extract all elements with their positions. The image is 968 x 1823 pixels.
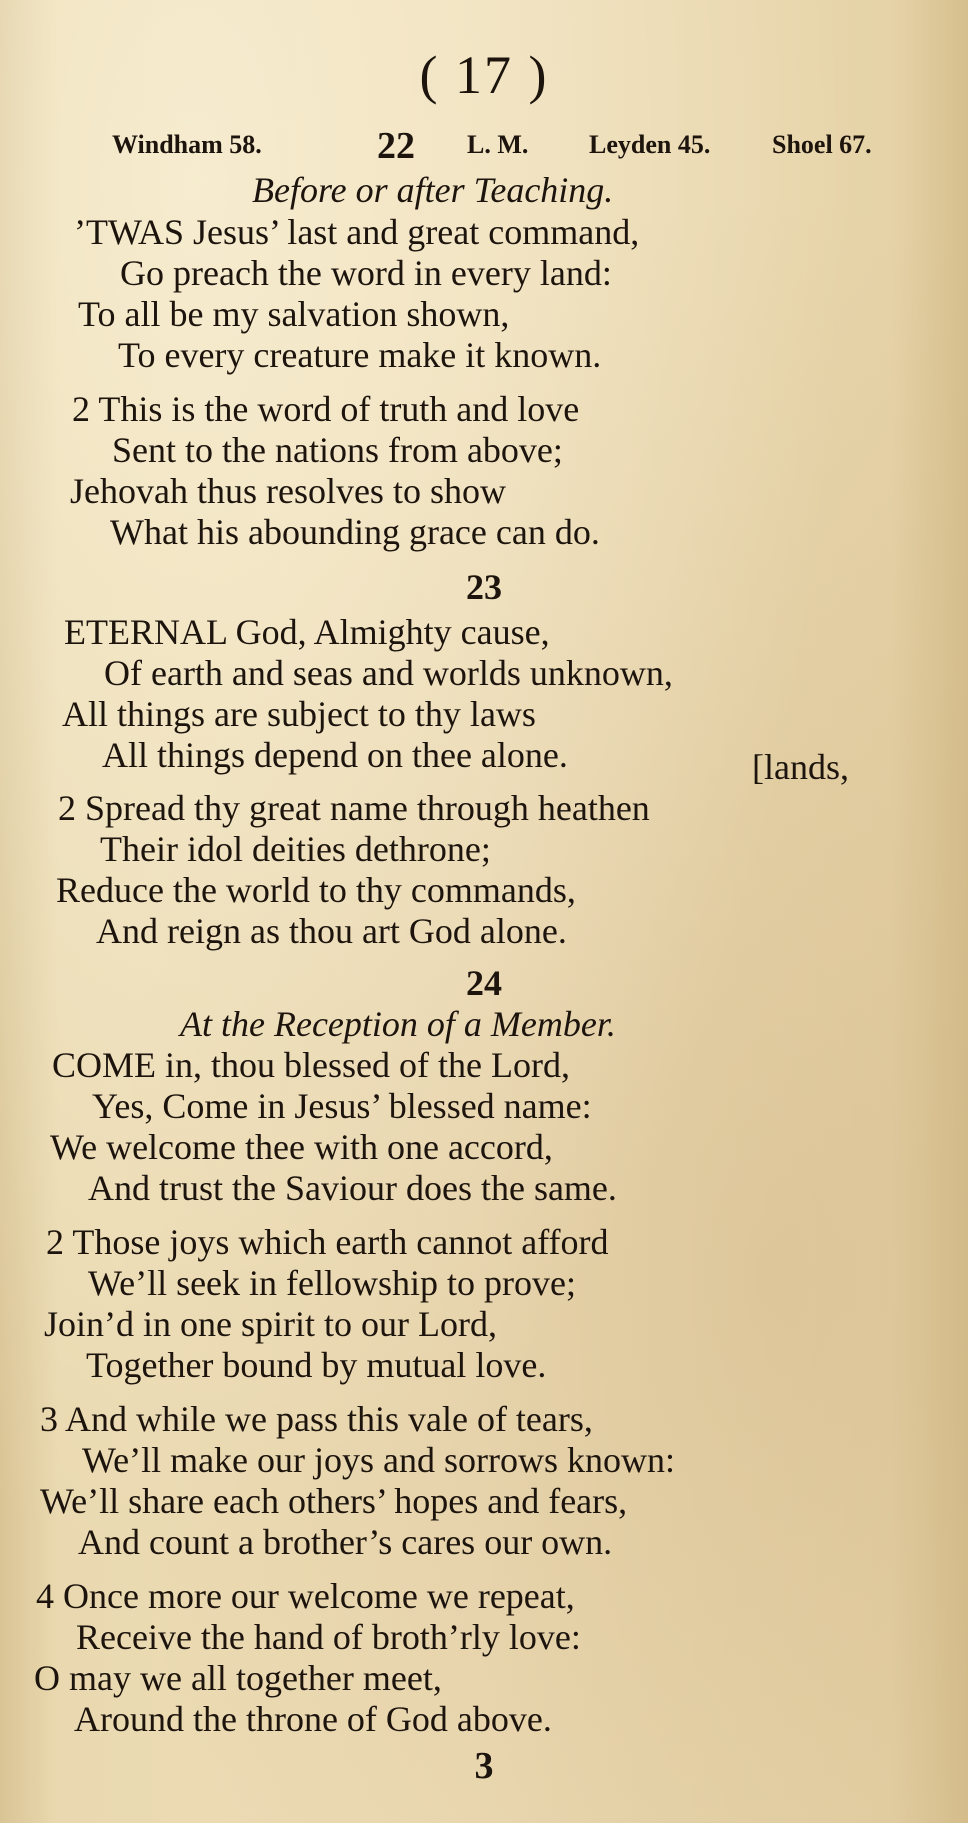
hymn-number-23: 23 [466, 567, 502, 607]
tune-header [112, 124, 902, 167]
hymn-23-verse-1-line-2: Of earth and seas and worlds unknown, [104, 653, 673, 693]
hymn-22-verse-1-line-2: Go preach the word in every land: [120, 253, 612, 293]
hymn-23-verse-1-line-4: All things depend on thee alone. [102, 735, 568, 775]
hymn-22-verse-2-line-2: Sent to the nations from above; [112, 430, 563, 470]
hymn-24-verse-4-line-3: O may we all together meet, [34, 1658, 442, 1698]
hymn-24-verse-4-line-1: 4 Once more our welcome we repeat, [36, 1576, 575, 1616]
hymn-23-verse-2-line-4: And reign as thou art God alone. [96, 911, 567, 951]
hymn-24-verse-4-line-4: Around the throne of God above. [74, 1699, 552, 1739]
hymn-24-title: At the Reception of a Member. [180, 1004, 616, 1044]
hymn-24-verse-2-line-3: Join’d in one spirit to our Lord, [44, 1304, 497, 1344]
meter-label: L. M. [467, 130, 529, 159]
hymn-24-verse-1-line-3: We welcome thee with one accord, [50, 1127, 553, 1167]
hymn-number-22: 22 [377, 125, 415, 167]
hymn-24-verse-3-line-1: 3 And while we pass this vale of tears, [40, 1399, 593, 1439]
hymn-number-24: 24 [466, 963, 502, 1003]
hymn-24-verse-3-line-2: We’ll make our joys and sorrows known: [82, 1440, 675, 1480]
signature-mark: 3 [474, 1745, 494, 1787]
hymn-23-verse-1-line-1: ETERNAL God, Almighty cause, [64, 612, 550, 652]
hymn-22-verse-1-line-4: To every creature make it known. [118, 335, 602, 375]
hymn-22-verse-2-line-3: Jehovah thus resolves to show [70, 471, 506, 511]
tune-windham: Windham 58. [112, 130, 262, 159]
hymn-24-verse-1-line-1: COME in, thou blessed of the Lord, [52, 1045, 570, 1085]
hymn-22-verse-2-line-4: What his abounding grace can do. [110, 512, 600, 552]
tune-leyden: Leyden 45. [589, 130, 711, 159]
hymn-22-title: Before or after Teaching. [252, 170, 614, 210]
hymn-23-verse-2-line-1: 2 Spread thy great name through heathen [58, 788, 650, 828]
hymn-24-verse-3-line-3: We’ll share each others’ hopes and fears, [40, 1481, 628, 1521]
hymn-24-verse-2-line-2: We’ll seek in fellowship to prove; [88, 1263, 576, 1303]
hymn-24-verse-3-line-4: And count a brother’s cares our own. [78, 1522, 613, 1562]
hymn-24-verse-1-line-4: And trust the Saviour does the same. [88, 1168, 617, 1208]
hymn-23-overflow-word: [lands, [752, 747, 849, 787]
tune-shoel: Shoel 67. [772, 130, 872, 159]
page-number: ( 17 ) [419, 45, 549, 105]
hymn-24-verse-2-line-1: 2 Those joys which earth cannot afford [46, 1222, 609, 1262]
hymn-23-verse-1-line-3: All things are subject to thy laws [62, 694, 536, 734]
hymn-24-verse-2-line-4: Together bound by mutual love. [86, 1345, 547, 1385]
hymn-22-verse-2-line-1: 2 This is the word of truth and love [72, 389, 580, 429]
hymn-23-verse-2-line-2: Their idol deities dethrone; [100, 829, 491, 869]
hymn-24-verse-1-line-2: Yes, Come in Jesus’ blessed name: [92, 1086, 592, 1126]
hymn-24-verse-4-line-2: Receive the hand of broth’rly love: [76, 1617, 581, 1657]
hymn-23-verse-2-line-3: Reduce the world to thy commands, [56, 870, 576, 910]
hymn-22-verse-1-line-1: ’TWAS Jesus’ last and great command, [74, 212, 640, 252]
hymn-22-verse-1-line-3: To all be my salvation shown, [78, 294, 510, 334]
